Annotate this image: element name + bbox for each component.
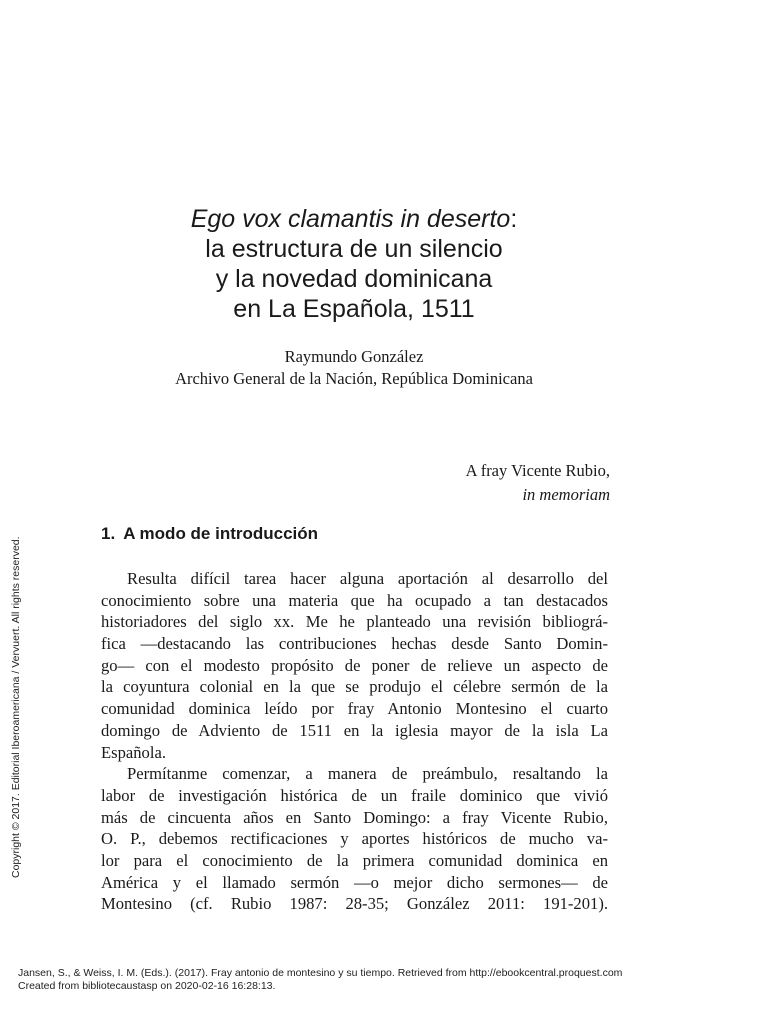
body-line: América y el llamado sermón —o mejor dicho sermones— de bbox=[101, 872, 608, 892]
author-name: Raymundo González bbox=[284, 347, 424, 366]
body-line: comunidad dominica leído por fray Antonio Montesino el cuarto bbox=[101, 699, 608, 719]
dedication-line-1: A fray Vicente Rubio, bbox=[465, 461, 610, 480]
section-number: 1. bbox=[101, 524, 116, 543]
body-line: Resulta difícil tarea hacer alguna aportación al desarrollo del bbox=[127, 569, 608, 588]
body-text bbox=[101, 568, 608, 915]
author-block bbox=[100, 346, 608, 390]
body-line: Española. bbox=[101, 742, 166, 762]
chapter-title-line-4: en La Española, 1511 bbox=[233, 295, 475, 323]
body-line: más de cincuenta años en Santo Domingo: a fray Vicente Rubio, bbox=[101, 807, 608, 827]
chapter-title-line-1 bbox=[100, 204, 608, 234]
body-line: lor para el conocimiento de la primera comunidad dominica en bbox=[101, 850, 608, 870]
chapter-title-line-3: y la novedad dominicana bbox=[215, 265, 493, 293]
footer-citation: Jansen, S., & Weiss, I. M. (Eds.). (2017). Fray antonio de montesino y su tiempo. Retrieved from http://ebookcentral.proquest.com bbox=[18, 967, 623, 979]
body-line: O. P., debemos rectificaciones y aportes históricos de mucho va- bbox=[101, 829, 608, 849]
body-line: Montesino (cf. Rubio 1987: 28-35; González 2011: 191-201). bbox=[101, 894, 608, 914]
chapter-title-line-2: la estructura de un silencio bbox=[205, 235, 503, 263]
body-line: labor de investigación histórica de un fraile dominico que vivió bbox=[101, 785, 608, 805]
section-heading bbox=[101, 522, 318, 546]
chapter-title-italic: Ego vox clamantis in deserto bbox=[190, 205, 511, 233]
copyright-text: Copyright © 2017. Editorial Iberoamericana / Vervuert. All rights reserved. bbox=[10, 536, 22, 878]
author-affiliation: Archivo General de la Nación, República Dominicana bbox=[175, 369, 533, 388]
body-line: domingo de Adviento de 1511 en la iglesia mayor de la isla La bbox=[101, 720, 608, 740]
footer-created: Created from bibliotecaustasp on 2020-02-16 16:28:13. bbox=[18, 979, 276, 992]
body-line: la coyuntura colonial en la que se produjo el célebre sermón de la bbox=[101, 677, 608, 697]
body-line: conocimiento sobre una materia que ha ocupado a tan destacados bbox=[101, 590, 608, 610]
body-line: fica —destacando las contribuciones hechas desde Santo Domin- bbox=[101, 634, 608, 654]
chapter-title-colon: : bbox=[510, 205, 518, 233]
body-line: Permítanme comenzar, a manera de preámbulo, resaltando la bbox=[127, 764, 608, 784]
section-title: A modo de introducción bbox=[123, 524, 319, 543]
dedication bbox=[466, 459, 610, 507]
copyright-sidebar bbox=[6, 536, 26, 878]
body-line: historiadores del siglo xx. Me he planteado una revisión bibliográ- bbox=[101, 612, 608, 632]
dedication-line-2: in memoriam bbox=[522, 485, 610, 504]
body-line: go— con el modesto propósito de poner de relieve un aspecto de bbox=[101, 655, 608, 675]
page-footer bbox=[18, 967, 622, 992]
chapter-title bbox=[100, 204, 608, 324]
